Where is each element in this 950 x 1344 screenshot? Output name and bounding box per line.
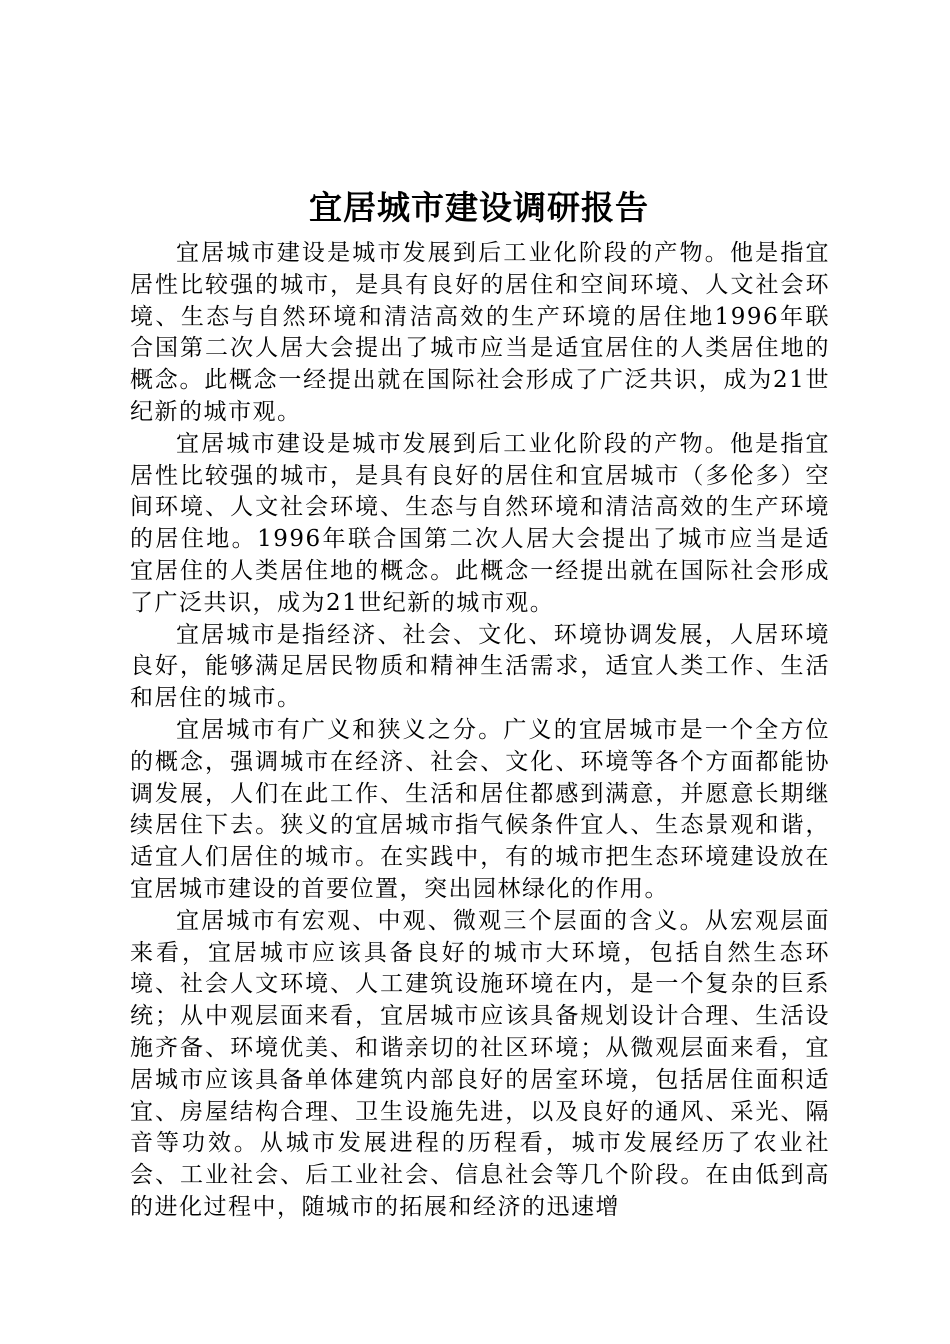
- document-body: [130, 238, 830, 1224]
- paragraph-4: 宜居城市有广义和狭义之分。广义的宜居城市是一个全方位的概念，强调城市在经济、社会、文化、环境等各个方面都能协调发展，人们在此工作、生活和居住都感到满意，并愿意长期继续居住下去。狭义的宜居城市指气候条件宜人、生态景观和谐，适宜人们居住的城市。在实践中，有的城市把生态环境建设放在宜居城市建设的首要位置，突出园林绿化的作用。: [130, 716, 830, 902]
- document-title: 宜居城市建设调研报告: [309, 188, 649, 227]
- paragraph-2: 宜居城市建设是城市发展到后工业化阶段的产物。他是指宜居性比较强的城市，是具有良好的居住和宜居城市（多伦多）空间环境、人文社会环境、生态与自然环境和清洁高效的生产环境的居住地。1996年联合国第二次人居大会提出了城市应当是适宜居住的人类居住地的概念。此概念一经提出就在国际社会形成了广泛共识，成为21世纪新的城市观。: [130, 430, 830, 616]
- paragraph-5: 宜居城市有宏观、中观、微观三个层面的含义。从宏观层面来看，宜居城市应该具备良好的城市大环境，包括自然生态环境、社会人文环境、人工建筑设施环境在内，是一个复杂的巨系统；从中观层面来看，宜居城市应该具备规划设计合理、生活设施齐备、环境优美、和谐亲切的社区环境；从微观层面来看，宜居城市应该具备单体建筑内部良好的居室环境，包括居住面积适宜、房屋结构合理、卫生设施先进，以及良好的通风、采光、隔音等功效。从城市发展进程的历程看，城市发展经历了农业社会、工业社会、后工业社会、信息社会等几个阶段。在由低到高的进化过程中，随城市的拓展和经济的迅速增: [130, 907, 830, 1220]
- paragraph-3: 宜居城市是指经济、社会、文化、环境协调发展，人居环境良好，能够满足居民物质和精神生活需求，适宜人类工作、生活和居住的城市。: [130, 621, 830, 712]
- paragraph-1: 宜居城市建设是城市发展到后工业化阶段的产物。他是指宜居性比较强的城市，是具有良好的居住和空间环境、人文社会环境、生态与自然环境和清洁高效的生产环境的居住地1996年联合国第二次人居大会提出了城市应当是适宜居住的人类居住地的概念。此概念一经提出就在国际社会形成了广泛共识，成为21世纪新的城市观。: [130, 240, 830, 425]
